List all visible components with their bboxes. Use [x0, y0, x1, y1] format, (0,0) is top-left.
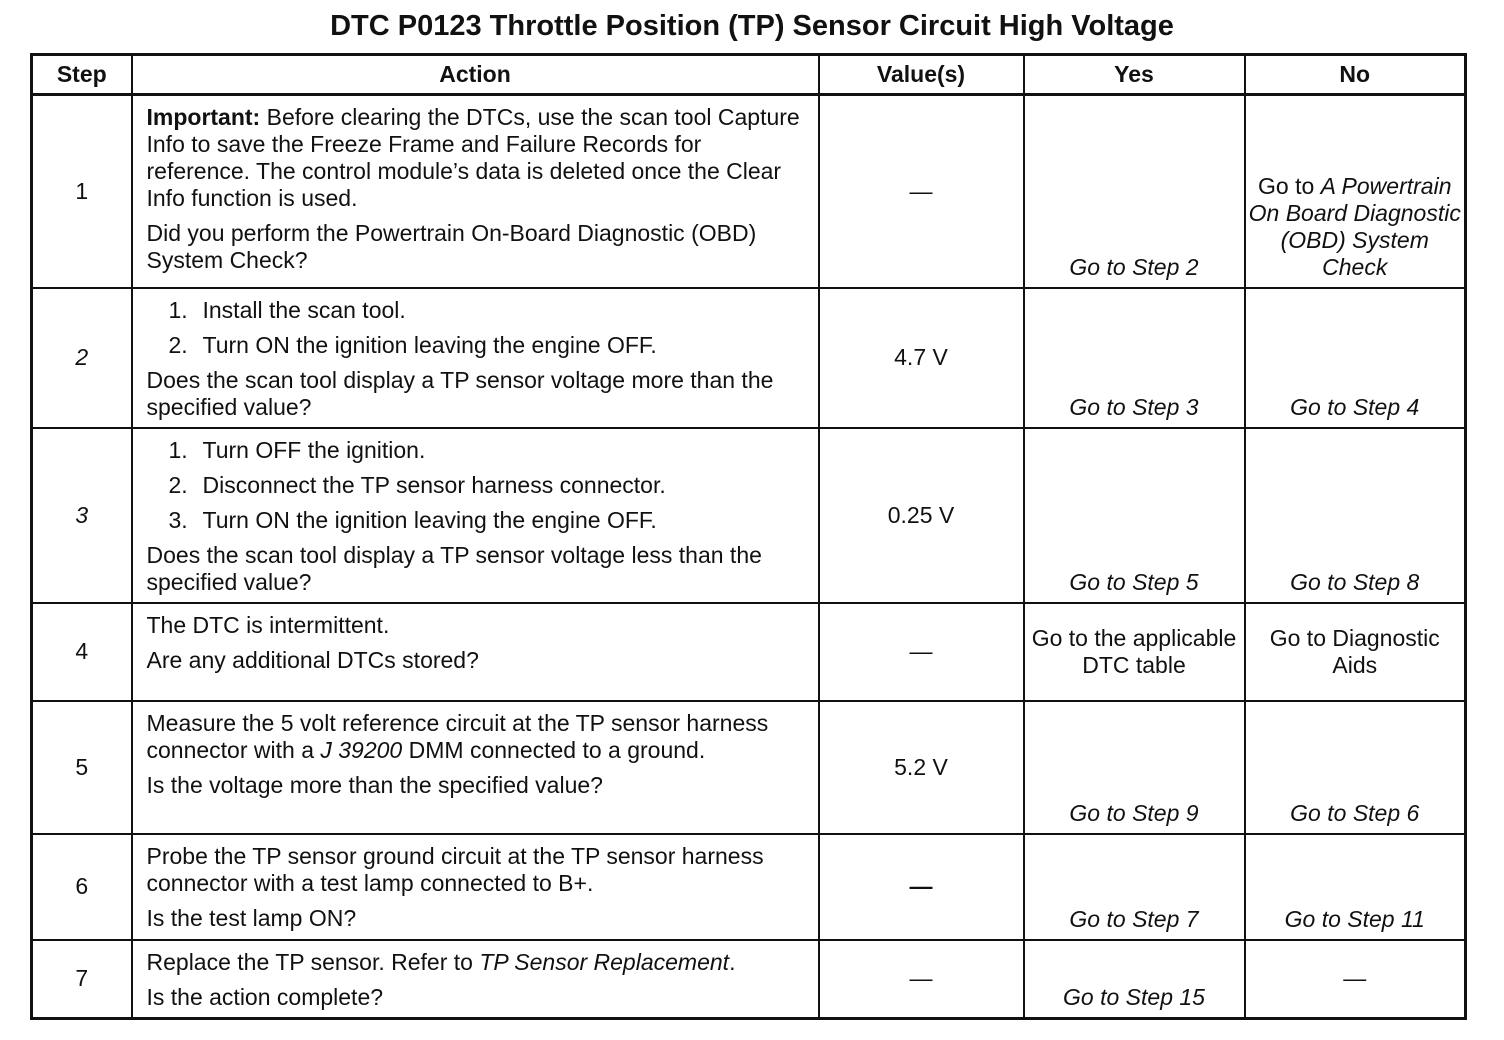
- yes-link[interactable]: Go to the applicable DTC table: [1024, 603, 1245, 701]
- header-step: Step: [32, 55, 132, 95]
- action-text: Replace the TP sensor. Refer to TP Sensor Replacement.: [146, 948, 736, 975]
- important-note: [147, 104, 804, 212]
- yes-link[interactable]: Go to Step 5: [1024, 428, 1245, 603]
- value-cell: —: [819, 95, 1024, 288]
- important-text: Before clearing the DTCs, use the scan tool Capture Info to save the Freeze Frame and Failure Records for reference. The control module’s data is deleted once the Clear Info function is used.: [146, 104, 800, 211]
- action-cell: [132, 428, 819, 603]
- no-cell: —: [1245, 940, 1466, 1019]
- value-cell: —: [819, 834, 1024, 940]
- substep-item: 2. Disconnect the TP sensor harness connector.: [168, 471, 666, 498]
- tool-reference: J 39200: [320, 736, 403, 763]
- value-cell: —: [819, 940, 1024, 1019]
- action-question: Did you perform the Powertrain On-Board Diagnostic (OBD) System Check?: [146, 220, 757, 273]
- table-row-step-2: [32, 288, 1466, 428]
- no-link[interactable]: Go to Step 11: [1245, 834, 1466, 940]
- action-text: Measure the 5 volt reference circuit at the TP sensor harness connector with a J 39200 DMM connected to a ground.: [146, 709, 769, 763]
- step-number: 1: [32, 95, 132, 288]
- yes-link[interactable]: Go to Step 15: [1024, 940, 1245, 1019]
- yes-link[interactable]: Go to Step 3: [1024, 288, 1245, 428]
- header-action: Action: [132, 55, 819, 95]
- action-text: The DTC is intermittent.: [146, 611, 390, 638]
- substep-list: [147, 437, 804, 534]
- no-prefix: Go to: [1258, 172, 1321, 199]
- substep-item: 1. Install the scan tool.: [168, 296, 406, 323]
- action-cell: [132, 95, 819, 288]
- value-cell: 5.2 V: [819, 701, 1024, 834]
- action-cell: [132, 288, 819, 428]
- substep-list: [147, 297, 804, 359]
- action-question: Does the scan tool display a TP sensor voltage less than the specified value?: [146, 541, 762, 595]
- important-label: Important:: [146, 104, 261, 130]
- value-cell: 0.25 V: [819, 428, 1024, 603]
- table-row-step-3: [32, 428, 1466, 603]
- table-row-step-7: [32, 940, 1466, 1019]
- step-number: 2: [32, 288, 132, 428]
- substep-item: 3. Turn ON the ignition leaving the engine OFF.: [168, 506, 657, 533]
- no-link[interactable]: Go to Diagnostic Aids: [1245, 603, 1466, 701]
- no-link[interactable]: Go to Step 8: [1245, 428, 1466, 603]
- action-question: Is the test lamp ON?: [146, 904, 357, 931]
- no-cell[interactable]: [1245, 95, 1466, 288]
- action-cell: [132, 701, 819, 834]
- action-cell: [132, 940, 819, 1019]
- action-text: Probe the TP sensor ground circuit at the TP sensor harness connector with a test lamp connected to B+.: [146, 842, 764, 896]
- yes-link[interactable]: Go to Step 9: [1024, 701, 1245, 834]
- no-link[interactable]: Go to Step 4: [1245, 288, 1466, 428]
- step-number: 4: [32, 603, 132, 701]
- header-yes: Yes: [1024, 55, 1245, 95]
- table-header-row: [32, 55, 1466, 95]
- value-cell: 4.7 V: [819, 288, 1024, 428]
- yes-cell[interactable]: [1024, 95, 1245, 288]
- value-cell: —: [819, 603, 1024, 701]
- action-cell: [132, 834, 819, 940]
- step-number: 3: [32, 428, 132, 603]
- table-row-step-1: [32, 95, 1466, 288]
- no-link[interactable]: A Powertrain On Board Diagnostic (OBD) System Check: [1248, 172, 1461, 280]
- action-question: Are any additional DTCs stored?: [146, 646, 479, 673]
- table-row-step-6: [32, 834, 1466, 940]
- header-no: No: [1245, 55, 1466, 95]
- action-question: Does the scan tool display a TP sensor voltage more than the specified value?: [146, 366, 774, 420]
- table-row-step-4: [32, 603, 1466, 701]
- dtc-table: [30, 53, 1467, 1020]
- substep-item: 2. Turn ON the ignition leaving the engine OFF.: [168, 331, 657, 358]
- yes-link[interactable]: Go to Step 2: [1069, 253, 1199, 280]
- header-values: Value(s): [819, 55, 1024, 95]
- step-number: 6: [32, 834, 132, 940]
- substep-item: 1. Turn OFF the ignition.: [168, 436, 426, 463]
- page-title: DTC P0123 Throttle Position (TP) Sensor Circuit High Voltage: [330, 10, 1174, 42]
- action-cell: [132, 603, 819, 701]
- yes-link[interactable]: Go to Step 7: [1024, 834, 1245, 940]
- step-number: 5: [32, 701, 132, 834]
- procedure-reference[interactable]: TP Sensor Replacement: [479, 948, 730, 975]
- action-question: Is the voltage more than the specified value?: [146, 771, 603, 798]
- table-row-step-5: [32, 701, 1466, 834]
- step-number: 7: [32, 940, 132, 1019]
- action-question: Is the action complete?: [146, 983, 384, 1010]
- no-link[interactable]: Go to Step 6: [1245, 701, 1466, 834]
